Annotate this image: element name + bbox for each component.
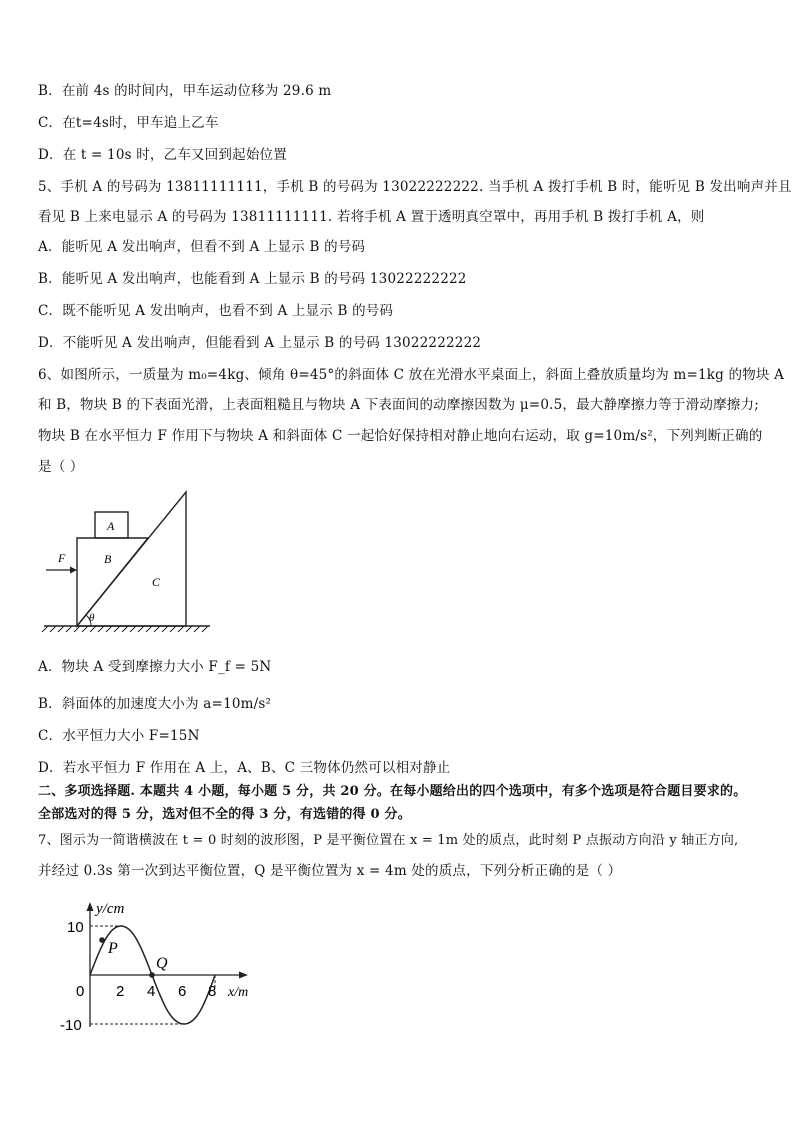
x-tick-0: 0	[76, 983, 85, 1000]
incline-figure	[40, 488, 220, 638]
x-tick-4: 4	[147, 983, 156, 1000]
x-tick-2: 2	[116, 983, 125, 1000]
q5-stem-line1: 5、手机 A 的号码为 13811111111，手机 B 的号码为 13022222222. 当手机 A 拨打手机 B 时，能听见 B 发出响声并且	[38, 179, 792, 195]
y-axis-arrow	[87, 902, 94, 911]
label-p: P	[108, 940, 118, 957]
q5-option-b: B．能听见 A 发出响声，也能看到 A 上显示 B 的号码 13022222222	[38, 271, 467, 287]
q5-option-c: C．既不能听见 A 发出响声，也看不到 A 上显示 B 的号码	[38, 303, 394, 319]
x-tick-8: 8	[208, 983, 217, 1000]
x-axis-arrow	[239, 972, 248, 979]
label-c: C	[152, 575, 161, 589]
label-b: B	[104, 552, 112, 566]
q6-option-d: D．若水平恒力 F 作用在 A 上，A、B、C 三物体仍然可以相对静止	[38, 760, 451, 776]
y-axis-label: y/cm	[96, 901, 125, 917]
wave-graph	[50, 895, 280, 1045]
y-tick-neg10: -10	[60, 1017, 82, 1034]
q4-option-d: D．在 t = 10s 时，乙车又回到起始位置	[38, 147, 287, 163]
q5-stem-line2: 看见 B 上来电显示 A 的号码为 13811111111. 若将手机 A 置于透明真空罩中，再用手机 B 拨打手机 A，则	[38, 209, 705, 225]
q7-stem-line2: 并经过 0.3s 第一次到达平衡位置，Q 是平衡位置为 x = 4m 处的质点，下列分析正确的是（ ）	[38, 863, 622, 879]
q6-option-a: A．物块 A 受到摩擦力大小 F_f = 5N	[38, 659, 272, 675]
force-arrowhead	[70, 567, 77, 574]
y-tick-10: 10	[67, 919, 84, 936]
q6-stem-line2: 和 B，物块 B 的下表面光滑，上表面粗糙且与物块 A 下表面间的动摩擦因数为 μ=0.5，最大静摩擦力等于滑动摩擦力;	[38, 397, 759, 413]
x-tick-6: 6	[178, 983, 187, 1000]
q6-option-c: C．水平恒力大小 F=15N	[38, 728, 200, 744]
q6-stem-line1: 6、如图所示，一质量为 m₀=4kg、倾角 θ=45°的斜面体 C 放在光滑水平桌面上，斜面上叠放质量均为 m=1kg 的物块 A	[38, 367, 785, 383]
q5-option-d: D．不能听见 A 发出响声，但能看到 A 上显示 B 的号码 13022222222	[38, 335, 482, 351]
q4-option-c: C．在t=4s时，甲车追上乙车	[38, 115, 219, 131]
q6-stem-line3: 物块 B 在水平恒力 F 作用下与物块 A 和斜面体 C 一起恰好保持相对静止地向右运动，取 g=10m/s²，下列判断正确的	[38, 428, 763, 444]
q7-stem-line1: 7、图示为一简谐横波在 t = 0 时刻的波形图，P 是平衡位置在 x = 1m 处的质点，此时刻 P 点振动方向沿 y 轴正方向,	[38, 833, 739, 848]
label-a: A	[107, 519, 115, 533]
point-q-dot	[149, 972, 155, 978]
q5-option-a: A．能听见 A 发出响声，但看不到 A 上显示 B 的号码	[38, 239, 366, 255]
incline-ground-hatch	[42, 626, 208, 632]
block-b	[77, 538, 148, 626]
x-axis-label: x/m	[228, 985, 249, 1000]
section2-line2: 全部选对的得 5 分，选对但不全的得 3 分，有选错的得 0 分。	[38, 807, 411, 822]
section2-line1: 二、多项选择题. 本题共 4 小题，每小题 5 分，共 20 分。在每小题给出的四个选项中，有多个选项是符合题目要求的。	[38, 784, 747, 799]
q6-stem-line4: 是（ ）	[38, 459, 84, 475]
q6-option-b: B．斜面体的加速度大小为 a=10m/s²	[38, 696, 272, 712]
label-theta: θ	[89, 612, 95, 624]
point-p-dot	[99, 937, 105, 943]
label-q: Q	[156, 955, 168, 972]
label-f: F	[58, 551, 66, 565]
q4-option-b: B．在前 4s 的时间内，甲车运动位移为 29.6 m	[38, 83, 332, 99]
